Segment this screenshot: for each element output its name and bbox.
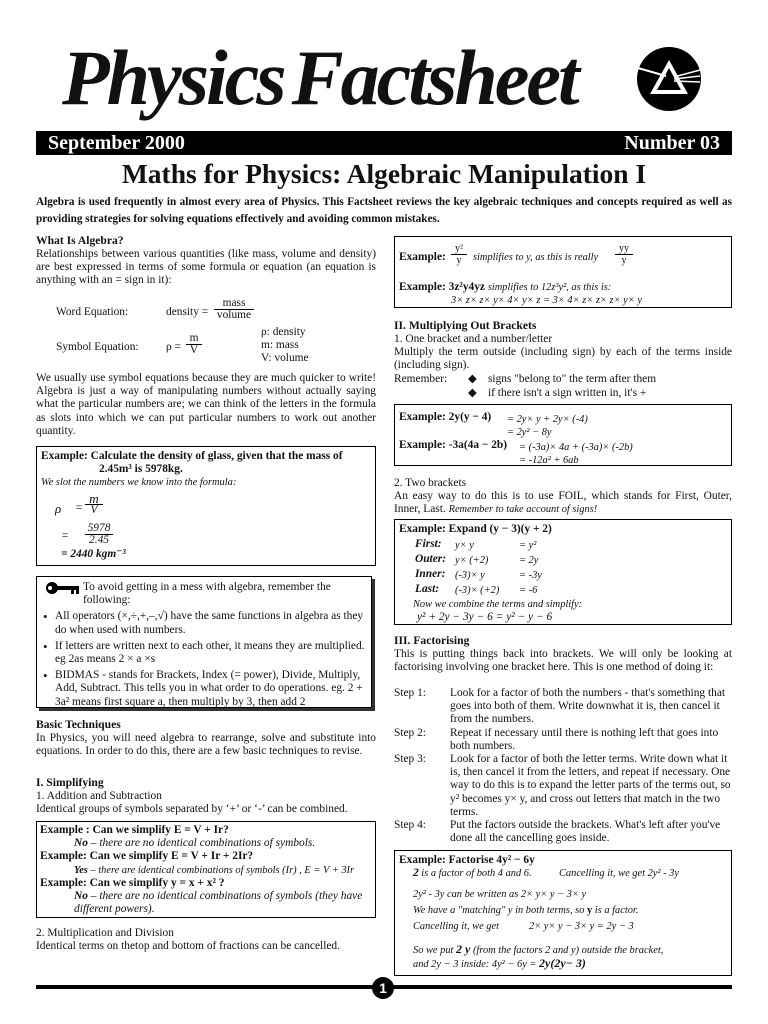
cancel-example-numerator-2: yy: [615, 243, 633, 255]
cancel-example-label: Example:: [399, 251, 446, 263]
multiplication-subheading: 2. Multiplication and Division: [36, 927, 174, 939]
symbols-paragraph: We usually use symbol equations because they are much quicker to write! Algebra is just a way of manipulating numbers without actually saying what the particular numbers are; we can think of the letters in the formula as slots into which we can put particular numbers to work out another quantity.: [36, 372, 376, 437]
tips-box: [36, 576, 372, 708]
factorise-line-4: [399, 920, 727, 933]
simplifying-heading: I. Simplifying: [36, 776, 104, 789]
two-brackets-note: Remember to take account of signs!: [448, 504, 598, 516]
density-example-equals-1: =: [75, 502, 83, 514]
symbol-equation-lhs: ρ =: [166, 341, 181, 353]
legend-density: ρ: density: [261, 326, 306, 338]
what-is-algebra-section: [36, 234, 376, 288]
foil-last-product: (-3)× (+2): [455, 585, 500, 597]
bracket-example-1-step-2: = 2y² − 8y: [507, 427, 552, 438]
bracket-example-2-step-2: = -12a² + 6ab: [519, 455, 579, 466]
remember-point-2: if there isn't a sign written in, it's +: [488, 386, 647, 399]
cancel-example-denominator-2: y: [621, 255, 627, 266]
cancel-example-numerator: y²: [451, 243, 467, 255]
issue-banner: [36, 131, 732, 155]
step-3: [394, 753, 732, 819]
multiplication-text: Identical terms on thetop and bottom of fractions can be cancelled.: [36, 940, 340, 953]
step-3-text: Look for a factor of both the letter terms. Write down what it is, then cancel it from the letters, and repeat if necessary. One way to do this is to expand the letter parts of the terms out, so y² becomes y× y, and cross out letters that match in the two terms.: [450, 753, 731, 818]
simplify-answer-2: [40, 864, 372, 877]
factorise-final-answer: 2y(2y− 3): [539, 956, 586, 971]
density-example-m: m: [85, 493, 103, 505]
simplify-question-1: Example : Can we simplify E = V + Ir?: [40, 824, 229, 836]
step-2-label: Step 2:: [394, 726, 426, 739]
factorise-example-box: [394, 850, 732, 976]
density-example-rho: ρ: [55, 501, 62, 516]
basic-techniques-section: [36, 718, 376, 758]
factorising-text: This is putting things back into brackets. We will only be looking at factorising involving one bracket here. This is one method of doing it:: [394, 648, 732, 674]
symbol-equation-numerator: m: [186, 333, 202, 345]
issue-number: Number 03: [624, 132, 720, 154]
foil-example-title: Example: Expand (y − 3)(y + 2): [399, 523, 552, 535]
foil-outer-product: y× (+2): [455, 555, 489, 567]
tip-bidmas: • BIDMAS - stands for Brackets, Index (= power), Divide, Multiply, Add, Subtract. This tells you in what order to do operations. eg. 2 + 3a² means first square a, then multiply by 3, then add 2: [41, 669, 367, 709]
density-example-equals-2: =: [61, 530, 69, 542]
multiply-example-label: Example: 3z²y4yz: [399, 281, 485, 293]
factorise-line-6: [399, 957, 727, 971]
density-example-number-fraction: [85, 523, 113, 546]
cancel-example-text: simplifies to y, as this is really: [473, 252, 599, 263]
foil-steps: [399, 536, 727, 598]
foil-example-box: [394, 519, 732, 625]
two-brackets-text: An easy way to do this is to use FOIL, which stands for First, Outer, Inner, Last.: [394, 490, 732, 516]
step-1: [394, 687, 732, 727]
factorise-line-3-text: We have a "matching" y in both terms, so: [413, 904, 587, 916]
foil-inner-product: (-3)× y: [455, 570, 485, 582]
simplify-answer-3-verdict: No: [74, 890, 88, 903]
simplify-answer-2-text: – there are identical combinations of symbols (Ir) , E = V + 3Ir: [87, 864, 355, 876]
word-equation-lhs: density =: [166, 306, 209, 318]
factorising-steps: [394, 687, 732, 845]
masthead-title: [62, 34, 585, 121]
basic-techniques-text: In Physics, you will need algebra to rearrange, solve and substitute into equations. In order to do this, there are a few basic techniques to revise.: [36, 732, 376, 758]
factorise-line-6-text: and 2y − 3 inside: 4y² − 6y =: [413, 959, 540, 971]
foil-combine-note: Now we combine the terms and simplify:: [413, 599, 583, 611]
step-4-label: Step 4:: [394, 819, 426, 832]
simplifying-section: [36, 776, 376, 816]
two-brackets-subheading: 2. Two brackets: [394, 477, 467, 489]
simplify-answer-3: [40, 890, 372, 916]
what-is-algebra-heading: What Is Algebra?: [36, 234, 124, 247]
factorise-factor-2: 2: [413, 867, 419, 880]
page-title: Maths for Physics: Algebraic Manipulation I: [121, 158, 647, 189]
brackets-section: [394, 319, 732, 401]
cancel-example-fraction: [451, 243, 467, 266]
foil-last-result: = -6: [519, 585, 538, 597]
simplify-answer-1-verdict: No: [74, 837, 88, 850]
word-equation-denominator: volume: [216, 309, 252, 321]
step-2: [394, 727, 732, 753]
what-is-algebra-text: Relationships between various quantities (like mass, volume and density) are best expressed in terms of some formula or equation (an equation is anything with an = sign in it):: [36, 248, 376, 287]
factorise-line-1: [399, 867, 727, 880]
remember-block: [394, 373, 732, 401]
density-example-volume-value: 2.45: [89, 534, 109, 546]
factorise-line-3: [399, 904, 727, 917]
prism-logo-icon: [636, 46, 702, 112]
cancel-example-denominator: y: [456, 255, 462, 266]
step-2-text: Repeat if necessary until there is nothing left that goes into both numbers.: [450, 726, 719, 752]
multiplication-section: [36, 927, 376, 953]
factorise-line-3-end: is a factor.: [592, 904, 639, 916]
density-example-title: Example: Calculate the density of glass, given that the mass of: [41, 450, 343, 462]
basic-techniques-heading: Basic Techniques: [36, 718, 121, 731]
cancel-example-fraction-2: [615, 243, 633, 266]
masthead-word-factsheet: Factsheet: [291, 34, 577, 121]
tips-intro: To avoid getting in a mess with algebra, remember the following:: [83, 581, 331, 607]
page-number: 1: [372, 977, 394, 999]
density-example-note: We slot the numbers we know into the formula:: [41, 477, 237, 489]
multiply-example-text: simplifies to 12z³y², as this is:: [487, 282, 612, 293]
bracket-example-1-label: Example: 2y(y − 4): [399, 411, 492, 423]
tips-list: [41, 610, 367, 708]
density-example-box: [36, 446, 376, 566]
density-example-symbol-fraction: [85, 493, 103, 516]
density-example-mass-value: 5978: [85, 523, 113, 535]
tip-operators: • All operators (×,÷,+,–,√) have the same functions in algebra as they do when used with numbers.: [41, 610, 367, 636]
foil-inner-label: Inner:: [415, 568, 446, 581]
remember-label: Remember:: [394, 372, 448, 385]
cancel-examples-box: [394, 236, 732, 308]
cancel-example-row: [399, 241, 727, 271]
factorise-example-title: Example: Factorise 4y² − 6y: [399, 854, 535, 866]
factorise-line-5: [399, 943, 727, 957]
legend-volume: V: volume: [261, 352, 309, 364]
diamond-bullet-icon: ◆: [468, 386, 477, 399]
foil-first-result: = y²: [519, 540, 537, 552]
remember-point-1: signs "belong to" the term after them: [488, 372, 657, 385]
tip-multiplied-letters: • If letters are written next to each other, it means they are multiplied. eg 2as means 2 × a ×s: [41, 640, 367, 666]
density-example-title-line2: 2.45m³ is 5978kg.: [99, 463, 183, 476]
two-brackets-section: [394, 477, 732, 517]
brackets-heading: II. Multiplying Out Brackets: [394, 319, 537, 332]
factorise-factor-y: y: [587, 904, 593, 916]
bracket-example-1-step-1: = 2y× y + 2y× (-4): [507, 414, 588, 425]
foil-inner-result: = -3y: [519, 570, 542, 582]
legend-mass: m: mass: [261, 339, 299, 351]
simplify-question-2: Example: Can we simplify E = V + Ir + 2Ir?: [40, 850, 254, 863]
brackets-text: Multiply the term outside (including sign) by each of the terms inside (including sign).: [394, 346, 732, 372]
simplify-answer-1-text: – there are no identical combinations of symbols.: [87, 837, 316, 850]
bracket-example-2-step-1: = (-3a)× 4a + (-3a)× (-2b): [519, 442, 633, 453]
key-icon: [45, 581, 81, 595]
factorise-line-4-text: Cancelling it, we get: [413, 920, 499, 932]
bracket-example-2-label: Example: -3a(4a − 2b): [399, 439, 508, 451]
foil-first-product: y× y: [455, 540, 474, 552]
symbol-equation-denominator: V: [189, 344, 199, 356]
tips-intro-row: [41, 581, 367, 607]
density-example-result: = 2440 kgm⁻³: [61, 548, 126, 560]
word-equation-fraction: [214, 298, 254, 321]
single-bracket-examples-box: [394, 404, 732, 466]
step-4: [394, 819, 732, 845]
intro-paragraph: Algebra is used frequently in almost every area of Physics. This Factsheet reviews the key algebraic techniques and concepts required as well as providing strategies for solving equations effectively and avoiding common mistakes.: [36, 196, 732, 225]
simplifying-subheading: 1. Addition and Subtraction: [36, 790, 162, 802]
step-3-label: Step 3:: [394, 753, 426, 766]
factorise-line-5-factor: 2 y: [456, 942, 471, 957]
factorise-line-5-end: (from the factors 2 and y) outside the bracket,: [470, 945, 664, 957]
foil-last-label: Last:: [415, 583, 440, 596]
multiply-example-row: [399, 281, 727, 294]
brackets-subheading: 1. One bracket and a number/letter: [394, 333, 553, 345]
simplify-examples-box: [36, 821, 376, 918]
step-1-text: Look for a factor of both the numbers - that's something that goes into both of them. Write downwhat it is, then cancel it from the numbers.: [450, 687, 726, 726]
factorise-line-1-cancel: Cancelling it, we get 2y² - 3y: [559, 868, 679, 880]
simplify-question-3: Example: Can we simplify y = x + x² ?: [40, 876, 225, 889]
issue-date: September 2000: [48, 132, 185, 154]
foil-result: y² + 2y − 3y − 6 = y² − y − 6: [417, 611, 553, 624]
masthead-word-physics: Physics: [62, 34, 284, 121]
factorise-line-2: 2y² - 3y can be written as 2× y× y − 3× y: [413, 889, 587, 901]
symbol-equation-fraction: [186, 333, 202, 356]
factorising-heading: III. Factorising: [394, 634, 470, 647]
foil-first-label: First:: [415, 538, 442, 551]
multiply-example-expansion: 3× z× z× y× 4× y× z = 3× 4× z× z× z× y× y: [451, 295, 643, 307]
foil-outer-label: Outer:: [415, 553, 447, 566]
simplify-answer-3-text: – there are no identical combinations of symbols (they have different powers).: [74, 890, 363, 916]
step-4-text: Put the factors outside the brackets. What's left after you've done all the cancelling goes inside.: [450, 819, 721, 845]
factorising-section: [394, 634, 732, 674]
density-example-v: V: [90, 504, 98, 516]
foil-outer-result: = 2y: [519, 555, 539, 567]
factorise-line-4-result: 2× y× y − 3× y = 2y − 3: [529, 920, 634, 932]
step-1-label: Step 1:: [394, 687, 426, 699]
symbol-equation-label: Symbol Equation:: [56, 341, 139, 353]
factorise-line-1-text: is a factor of both 4 and 6.: [418, 868, 532, 880]
simplifying-text: Identical groups of symbols separated by ‘+’ or ‘-’ can be combined.: [36, 803, 348, 816]
word-equation-numerator: mass: [214, 298, 254, 310]
word-equation-label: Word Equation:: [56, 306, 129, 318]
simplify-answer-1: [40, 837, 372, 850]
factorise-line-5-text: So we put: [413, 945, 457, 957]
diamond-bullet-icon: ◆: [468, 372, 477, 385]
symbol-legend: [261, 326, 309, 365]
simplify-answer-2-verdict: Yes: [74, 864, 88, 876]
